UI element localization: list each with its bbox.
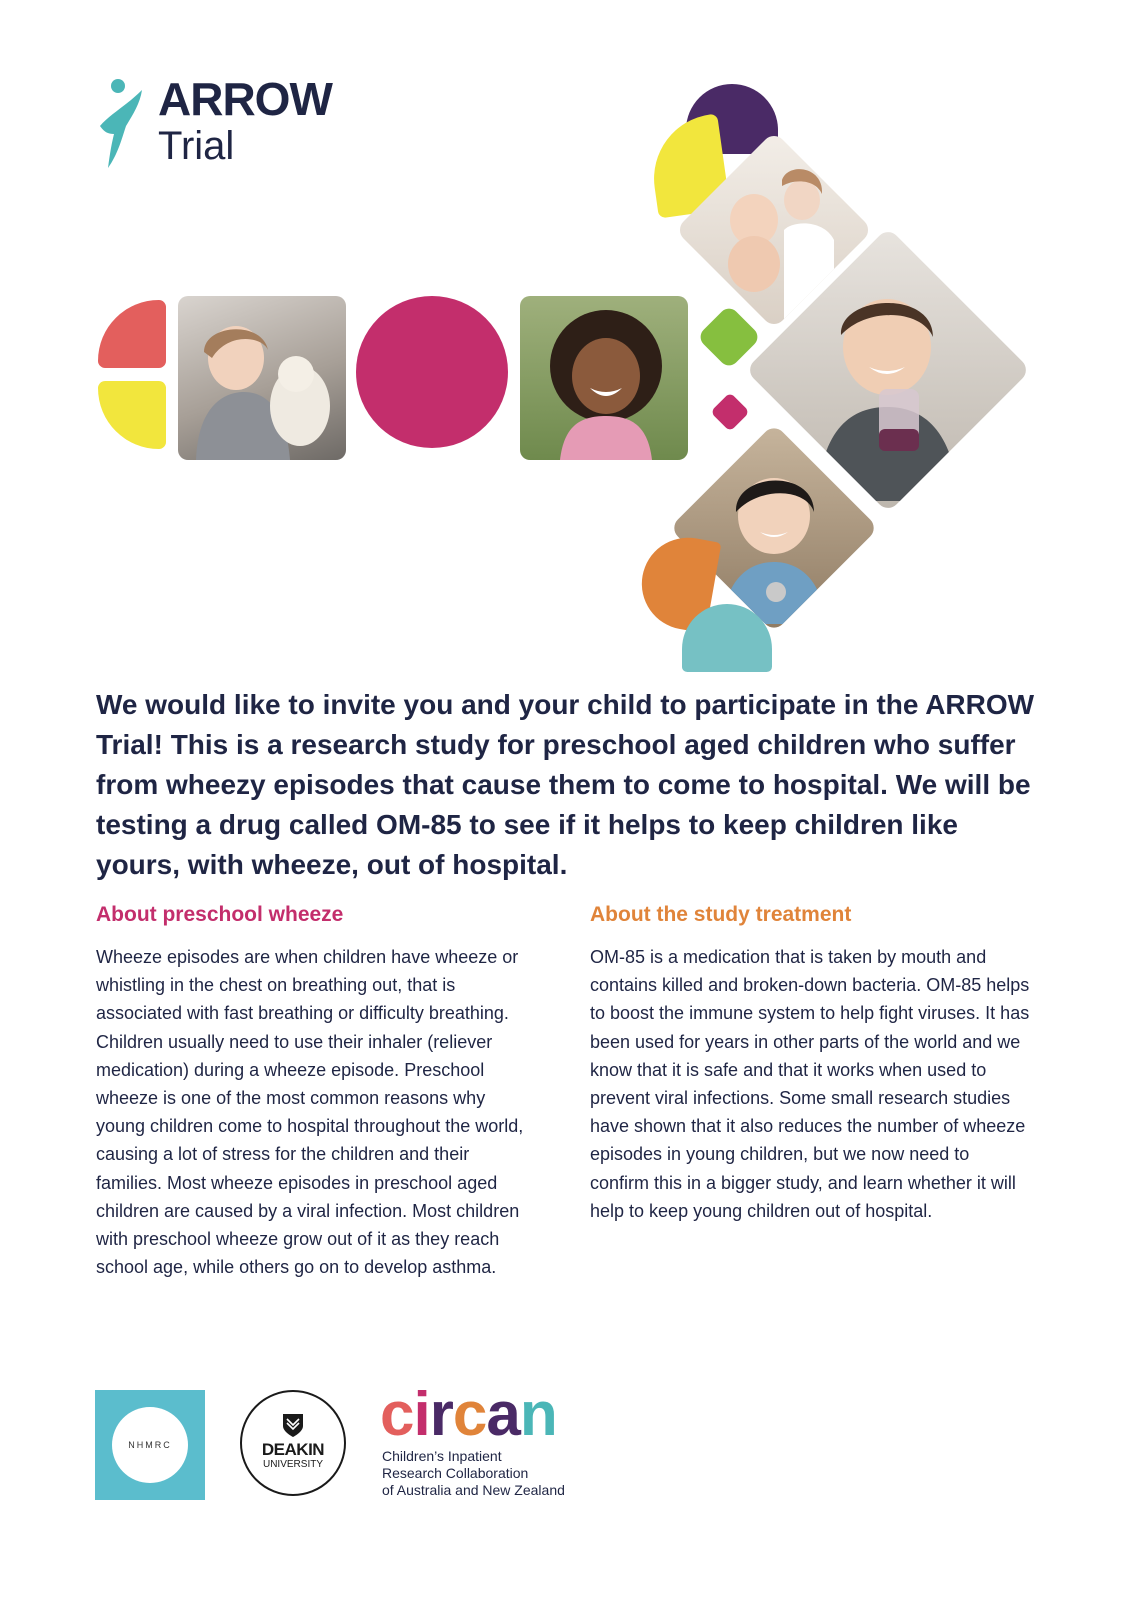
circan-line-1: Children’s Inpatient [382,1448,502,1464]
circan-letter: a [486,1380,520,1449]
section-preschool-wheeze [96,903,536,1281]
magenta-diamond-shape [710,392,750,432]
nhmrc-logo [95,1390,205,1500]
section-heading: About the study treatment [590,903,852,926]
hero-mosaic [0,0,1134,680]
yellow-quarter-shape [98,381,166,449]
circan-letter: n [519,1380,557,1449]
section-heading: About preschool wheeze [96,903,344,926]
deakin-subtitle: UNIVERSITY [262,1459,323,1470]
circan-letter: r [429,1380,453,1449]
magenta-circle-shape [356,296,508,448]
green-diamond-shape [696,304,761,369]
deakin-university-logo [240,1390,346,1496]
circan-line-3: of Australia and New Zealand [382,1482,565,1498]
circan-logo [380,1380,600,1500]
logo-title: ARROW [158,73,332,125]
logo-subtitle: Trial [158,124,235,168]
circan-letter: c [452,1380,487,1449]
deakin-name: DEAKIN [261,1440,325,1459]
section-body: OM-85 is a medication that is taken by mouth and contains killed and broken-down bacteria. OM-85 helps to boost the immune system to help fight viruses. It has been used for years in other parts of the world and we know that it is safe and that it works when used to prevent viral infections. Some small research studies have shown that it also reduces the number of wheeze episodes in young children, but we now need to confirm this in a bigger study, and learn whether it will help to keep young children out of hospital. [590,947,1030,1221]
intro-paragraph: We would like to invite you and your child to participate in the ARROW Trial! This is a research study for preschool aged children who suffer from wheezy episodes that cause them to come to hospital. We will be testing a drug called OM-85 to see if it helps to keep children like yours, with wheeze, out of hospital. [96,689,1035,880]
photo-smiling-girl-outdoors [520,296,688,460]
deakin-crest-icon [281,1412,305,1438]
circan-letter: c [380,1380,414,1449]
coral-quarter-shape [98,300,166,368]
photo-girl-nebulizer [178,296,346,460]
section-body: Wheeze episodes are when children have wheeze or whistling in the chest on breathing out, that is associated with fast breathing or difficulty breathing. Children usually need to use their inhaler (reliever medication) during a wheeze episode. Preschool wheeze is one of the most common reasons why young children come to hospital throughout the world, causing a lot of stress for the children and their families. Most wheeze episodes in preschool aged children are caused by a viral infection. Most children with preschool wheeze grow out of it as they reach school age, while others go on to develop asthma. [96,947,524,1278]
nhmrc-label: NHMRC [112,1407,188,1483]
circan-wordmark [380,1380,557,1449]
circan-line-2: Research Collaboration [382,1465,529,1481]
section-study-treatment [590,903,1030,1225]
circan-letter: i [413,1380,430,1449]
